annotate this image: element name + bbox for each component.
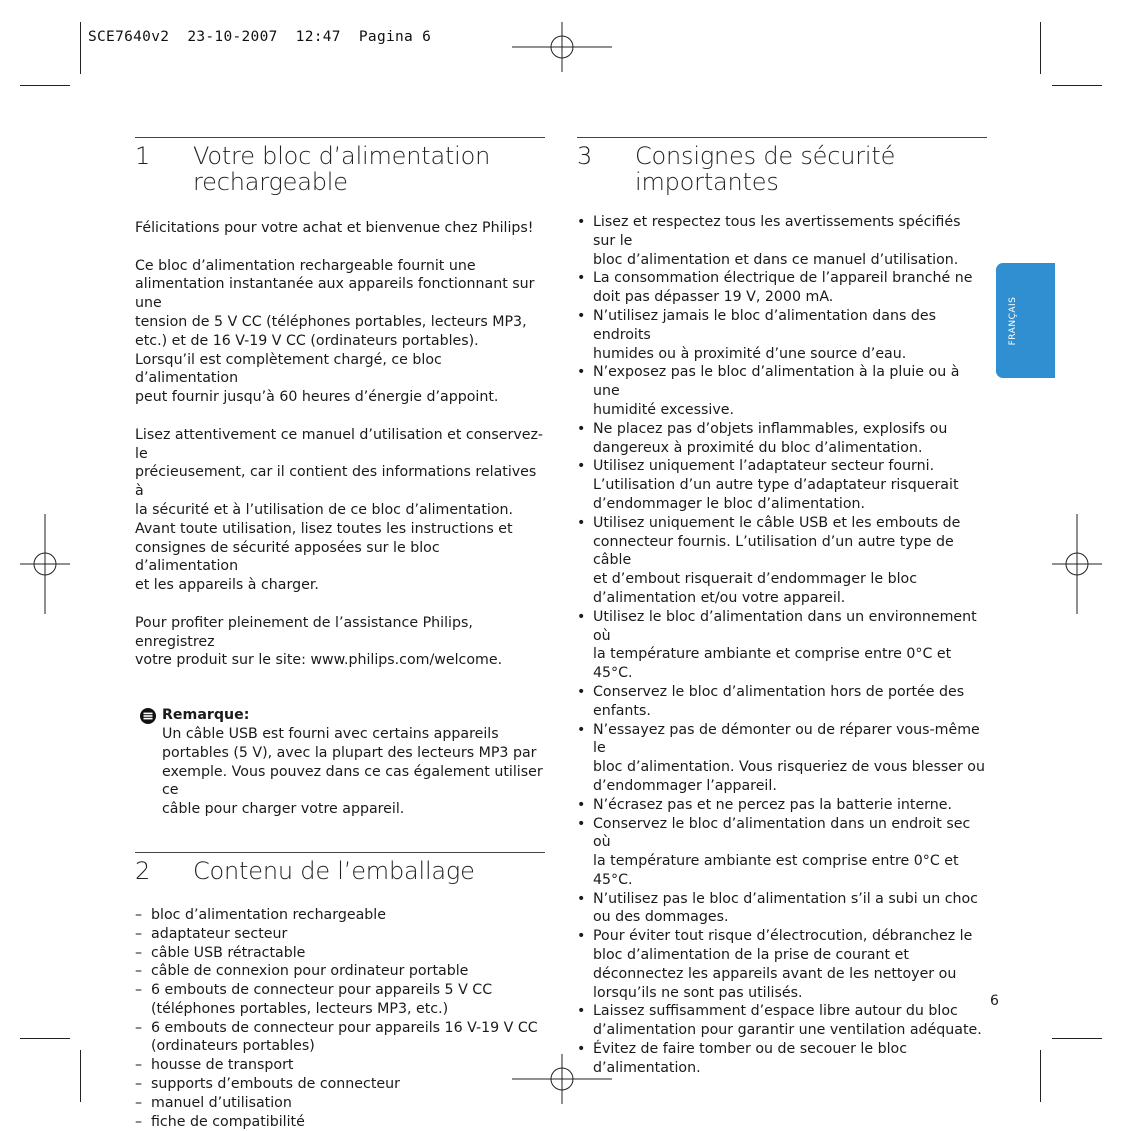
list-item xyxy=(577,514,987,608)
text-line: consignes de sécurité apposées sur le bloc d’alimentation xyxy=(135,539,440,575)
list-item xyxy=(577,927,987,1002)
page-number: 6 xyxy=(990,993,999,1009)
text-line: etc.) et de 16 V-19 V CC (ordinateurs portables). xyxy=(135,332,479,349)
section-3-heading xyxy=(577,143,987,195)
dash-marker: – xyxy=(135,925,143,942)
text-line: housse de transport xyxy=(151,1057,294,1074)
list-item xyxy=(577,815,987,890)
bullet-marker: • xyxy=(577,683,586,700)
text-line: et les appareils à charger. xyxy=(135,577,319,594)
bullet-marker: • xyxy=(577,1041,586,1058)
bullet-marker: • xyxy=(577,928,586,945)
paragraph xyxy=(135,257,545,407)
dash-marker: – xyxy=(135,1094,143,1111)
section-title: Consignes de sécurité importantes xyxy=(635,142,896,196)
text-line: supports d’embouts de connecteur xyxy=(151,1076,400,1093)
text-line: d’alimentation et/ou votre appareil. xyxy=(593,589,846,606)
bullet-marker: • xyxy=(577,815,586,832)
section-number: 1 xyxy=(135,142,151,170)
text-line: câble de connexion pour ordinateur portable xyxy=(151,963,469,980)
text-line: Utilisez uniquement le câble USB et les embouts de xyxy=(593,514,961,531)
bullet-marker: • xyxy=(577,364,586,381)
text-line: manuel d’utilisation xyxy=(151,1094,292,1111)
print-slug: SCE7640v2 23-10-2007 12:47 Pagina 6 xyxy=(88,29,432,45)
text-line: bloc d’alimentation rechargeable xyxy=(151,906,386,923)
registration-mark-icon xyxy=(512,22,612,72)
text-line: déconnectez les appareils avant de les nettoyer ou xyxy=(593,965,957,982)
note-title: Remarque: xyxy=(162,707,250,724)
list-item xyxy=(135,981,545,1019)
dash-marker: – xyxy=(135,1113,143,1130)
dash-marker: – xyxy=(135,906,143,923)
list-item xyxy=(135,925,545,944)
text-line: Lorsqu’il est complètement chargé, ce bloc d’alimentation xyxy=(135,351,442,387)
section-title: Contenu de l’emballage xyxy=(193,856,475,885)
list-item xyxy=(577,796,987,815)
note-text xyxy=(162,725,545,819)
paragraph xyxy=(135,219,545,238)
text-line: la sécurité et à l’utilisation de ce bloc d’alimentation. xyxy=(135,501,514,518)
bullet-marker: • xyxy=(577,608,586,625)
text-line: humidité excessive. xyxy=(593,401,735,418)
text-line: et d’embout risquerait d’endommager le bloc xyxy=(593,571,917,588)
registration-mark-icon xyxy=(20,514,70,614)
text-line: doit pas dépasser 19 V, 2000 mA. xyxy=(593,289,834,306)
text-line: Pour profiter pleinement de l’assistance Philips, enregistrez xyxy=(135,614,473,650)
section-divider xyxy=(577,137,987,138)
list-item xyxy=(135,1094,545,1113)
list-item xyxy=(135,1075,545,1094)
text-line: dangereux à proximité du bloc d’alimentation. xyxy=(593,439,923,456)
section-1-heading xyxy=(135,143,545,195)
right-column xyxy=(577,137,987,1078)
bullet-marker: • xyxy=(577,270,586,287)
text-line: La consommation électrique de l’appareil branché ne xyxy=(593,270,973,287)
list-item xyxy=(135,906,545,925)
list-item xyxy=(135,1113,545,1131)
text-line: Conservez le bloc d’alimentation hors de portée des xyxy=(593,683,965,700)
crop-mark xyxy=(1040,22,1041,74)
dash-marker: – xyxy=(135,1019,143,1036)
text-line: Ne placez pas d’objets inflammables, explosifs ou xyxy=(593,420,948,437)
paragraph xyxy=(135,614,545,670)
paragraph xyxy=(135,426,545,595)
list-item xyxy=(577,307,987,363)
crop-mark xyxy=(1052,1038,1102,1039)
text-line: câble pour charger votre appareil. xyxy=(162,801,405,818)
list-item xyxy=(577,683,987,721)
bullet-marker: • xyxy=(577,890,586,907)
text-line: bloc d’alimentation. Vous risqueriez de vous blesser ou xyxy=(593,759,985,776)
text-line: ou des dommages. xyxy=(593,909,729,926)
list-item xyxy=(577,269,987,307)
left-column xyxy=(135,137,545,1131)
text-line: d’endommager le bloc d’alimentation. xyxy=(593,495,866,512)
bullet-marker: • xyxy=(577,458,586,475)
text-line: d’alimentation. xyxy=(593,1059,701,1076)
text-line: lorsqu’ils ne sont pas utilisés. xyxy=(593,984,803,1001)
language-tab xyxy=(996,263,1055,378)
text-line: connecteur fournis. L’utilisation d’un autre type de câble xyxy=(593,533,954,569)
text-line: Laissez suffisamment d’espace libre autour du bloc xyxy=(593,1003,958,1020)
note-box xyxy=(135,706,545,819)
text-line: votre produit sur le site: www.philips.com/welcome. xyxy=(135,652,503,669)
section-1-body xyxy=(135,219,545,670)
bullet-marker: • xyxy=(577,1003,586,1020)
text-line: Conservez le bloc d’alimentation dans un endroit sec où xyxy=(593,815,971,851)
list-item xyxy=(135,962,545,981)
text-line: portables (5 V), avec la plupart des lecteurs MP3 par xyxy=(162,744,537,761)
section-divider xyxy=(135,852,545,853)
list-item xyxy=(577,420,987,458)
text-line: N’essayez pas de démonter ou de réparer vous-même le xyxy=(593,721,980,757)
text-line: d’endommager l’appareil. xyxy=(593,777,777,794)
text-line: Évitez de faire tomber ou de secouer le bloc xyxy=(593,1041,908,1058)
text-line: adaptateur secteur xyxy=(151,925,288,942)
language-tab-label: FRANÇAIS xyxy=(1008,296,1018,346)
text-line: enfants. xyxy=(593,702,651,719)
text-line: Ce bloc d’alimentation rechargeable fournit une xyxy=(135,257,476,274)
list-item xyxy=(577,890,987,928)
text-line: Avant toute utilisation, lisez toutes les instructions et xyxy=(135,520,513,537)
list-item xyxy=(577,721,987,796)
text-line: Lisez attentivement ce manuel d’utilisation et conservez-le xyxy=(135,426,544,462)
list-item xyxy=(577,213,987,269)
text-line: (téléphones portables, lecteurs MP3, etc.) xyxy=(151,1000,449,1017)
text-line: (ordinateurs portables) xyxy=(151,1038,315,1055)
section-2-heading xyxy=(135,858,545,884)
text-line: exemple. Vous pouvez dans ce cas également utiliser ce xyxy=(162,763,543,799)
list-item xyxy=(135,1019,545,1057)
registration-mark-icon xyxy=(1052,514,1102,614)
list-item xyxy=(577,457,987,513)
text-line: bloc d’alimentation de la prise de courant et xyxy=(593,947,909,964)
dash-marker: – xyxy=(135,944,143,961)
text-line: tension de 5 V CC (téléphones portables, lecteurs MP3, xyxy=(135,313,527,330)
text-line: Lisez et respectez tous les avertissements spécifiés sur le xyxy=(593,214,961,249)
text-line: d’alimentation pour garantir une ventilation adéquate. xyxy=(593,1022,982,1039)
crop-mark xyxy=(80,1050,81,1102)
text-line: la température ambiante est comprise entre 0°C et xyxy=(593,853,959,870)
crop-mark xyxy=(20,85,70,86)
section-divider xyxy=(135,137,545,138)
crop-mark xyxy=(20,1038,70,1039)
dash-marker: – xyxy=(135,1076,143,1093)
dash-marker: – xyxy=(135,1057,143,1074)
text-line: la température ambiante et comprise entre 0°C et 45°C. xyxy=(593,646,952,682)
package-contents-list xyxy=(135,906,545,1131)
bullet-marker: • xyxy=(577,514,586,531)
note-icon xyxy=(140,708,156,724)
text-line: N’exposez pas le bloc d’alimentation à la pluie ou à une xyxy=(593,364,960,400)
safety-instructions-list xyxy=(577,213,987,1078)
crop-mark xyxy=(1052,85,1102,86)
text-line: bloc d’alimentation et dans ce manuel d’utilisation. xyxy=(593,251,959,268)
text-line: Utilisez le bloc d’alimentation dans un environnement où xyxy=(593,608,977,644)
text-line: câble USB rétractable xyxy=(151,944,306,961)
text-line: 45°C. xyxy=(593,871,633,888)
list-item xyxy=(577,1040,987,1078)
bullet-marker: • xyxy=(577,796,586,813)
list-item xyxy=(577,608,987,683)
section-number: 3 xyxy=(577,142,593,170)
list-item xyxy=(577,363,987,419)
crop-mark xyxy=(80,22,81,74)
section-number: 2 xyxy=(135,856,151,885)
bullet-marker: • xyxy=(577,721,586,738)
list-item xyxy=(577,1002,987,1040)
text-line: N’utilisez jamais le bloc d’alimentation dans des endroits xyxy=(593,307,936,343)
text-line: Félicitations pour votre achat et bienvenue chez Philips! xyxy=(135,220,534,236)
dash-marker: – xyxy=(135,963,143,980)
crop-mark xyxy=(1040,1050,1041,1102)
text-line: Un câble USB est fourni avec certains appareils xyxy=(162,725,499,742)
text-line: alimentation instantanée aux appareils fonctionnant sur une xyxy=(135,276,535,312)
text-line: Utilisez uniquement l’adaptateur secteur fourni. xyxy=(593,458,935,475)
list-item xyxy=(135,1056,545,1075)
text-line: L’utilisation d’un autre type d’adaptateur risquerait xyxy=(593,477,959,494)
list-item xyxy=(135,944,545,963)
text-line: humides ou à proximité d’une source d’eau. xyxy=(593,345,907,362)
dash-marker: – xyxy=(135,982,143,999)
text-line: Pour éviter tout risque d’électrocution, débranchez le xyxy=(593,928,973,945)
text-line: 6 embouts de connecteur pour appareils 16 V-19 V CC xyxy=(151,1019,538,1036)
bullet-marker: • xyxy=(577,420,586,437)
text-line: peut fournir jusqu’à 60 heures d’énergie d’appoint. xyxy=(135,389,499,406)
bullet-marker: • xyxy=(577,214,586,230)
text-line: précieusement, car il contient des informations relatives à xyxy=(135,464,537,500)
text-line: N’écrasez pas et ne percez pas la batterie interne. xyxy=(593,796,952,813)
bullet-marker: • xyxy=(577,307,586,324)
section-title: Votre bloc d’alimentation rechargeable xyxy=(193,142,491,196)
text-line: 6 embouts de connecteur pour appareils 5 V CC xyxy=(151,982,493,999)
text-line: fiche de compatibilité xyxy=(151,1113,305,1130)
text-line: N’utilisez pas le bloc d’alimentation s’il a subi un choc xyxy=(593,890,978,907)
